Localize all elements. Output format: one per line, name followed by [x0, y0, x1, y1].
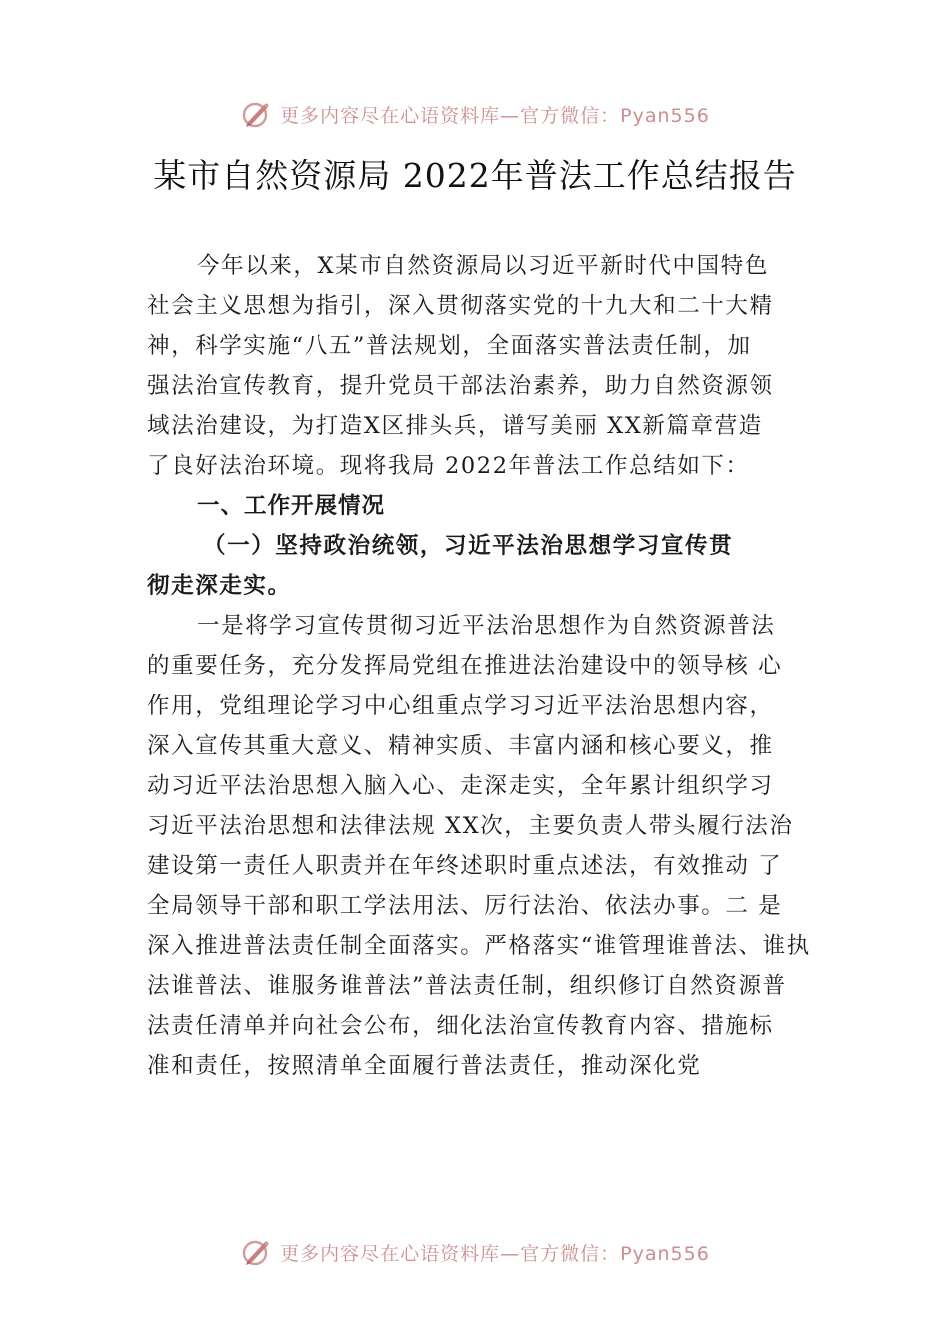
paragraph-line: 神，科学实施“八五”普法规划，全面落实普法责任制，加 — [147, 333, 752, 359]
paragraph-line: 今年以来，X某市自然资源局以习近平新时代中国特色 — [197, 253, 769, 279]
watermark-header — [0, 94, 950, 134]
paragraph-line: 的重要任务，充分发挥局党组在推进法治建设中的领导核 心 — [147, 653, 783, 679]
paragraph-line: 法责任清单并向社会公布，细化法治宣传教育内容、措施标 — [147, 1013, 774, 1039]
document-body — [147, 246, 837, 1086]
watermark-footer — [0, 1232, 950, 1272]
subsection-heading: （一）坚持政治统领，习近平法治思想学习宣传贯 — [203, 533, 734, 559]
paragraph-line: 域法治建设，为打造X区排头兵，谱写美丽 XX新篇章营造 — [147, 413, 763, 439]
paragraph-line: 建设第一责任人职责并在年终述职时重点述法，有效推动 了 — [147, 853, 783, 879]
pen-logo-icon — [240, 98, 272, 130]
paragraph-line: 深入宣传其重大意义、精神实质、丰富内涵和核心要义，推 — [147, 733, 774, 759]
paragraph-line: 强法治宣传教育，提升党员干部法治素养，助力自然资源领 — [147, 373, 774, 399]
subsection-heading-continued: 彻走深走实。 — [147, 573, 292, 599]
watermark-text: 更多内容尽在心语资料库—官方微信：Pyan556 — [280, 1242, 710, 1265]
paragraph-line: 动习近平法治思想入脑入心、走深走实，全年累计组织学习 — [147, 773, 774, 799]
paragraph-line: 作用，党组理论学习中心组重点学习习近平法治思想内容， — [147, 693, 774, 719]
paragraph-line: 社会主义思想为指引，深入贯彻落实党的十九大和二十大精 — [147, 293, 774, 319]
section-heading: 一、工作开展情况 — [197, 493, 386, 519]
watermark-text: 更多内容尽在心语资料库—官方微信：Pyan556 — [280, 104, 710, 127]
document-title: 某市自然资源局 2022年普法工作总结报告 — [153, 156, 797, 195]
paragraph-line: 一是将学习宣传贯彻习近平法治思想作为自然资源普法 — [197, 613, 776, 639]
paragraph-line: 准和责任，按照清单全面履行普法责任，推动深化党 — [147, 1053, 702, 1079]
paragraph-line: 习近平法治思想和法律法规 XX次，主要负责人带头履行法治 — [147, 813, 794, 839]
paragraph-line: 了良好法治环境。现将我局 2022年普法工作总结如下： — [147, 453, 750, 479]
paragraph-line: 法谁普法、谁服务谁普法”普法责任制，组织修订自然资源普 — [147, 973, 787, 999]
paragraph-line: 深入推进普法责任制全面落实。严格落实“谁管理谁普法、谁执 — [147, 933, 811, 959]
paragraph-line: 全局领导干部和职工学法用法、厉行法治、依法办事。二 是 — [147, 893, 783, 919]
pen-logo-icon — [240, 1236, 272, 1268]
